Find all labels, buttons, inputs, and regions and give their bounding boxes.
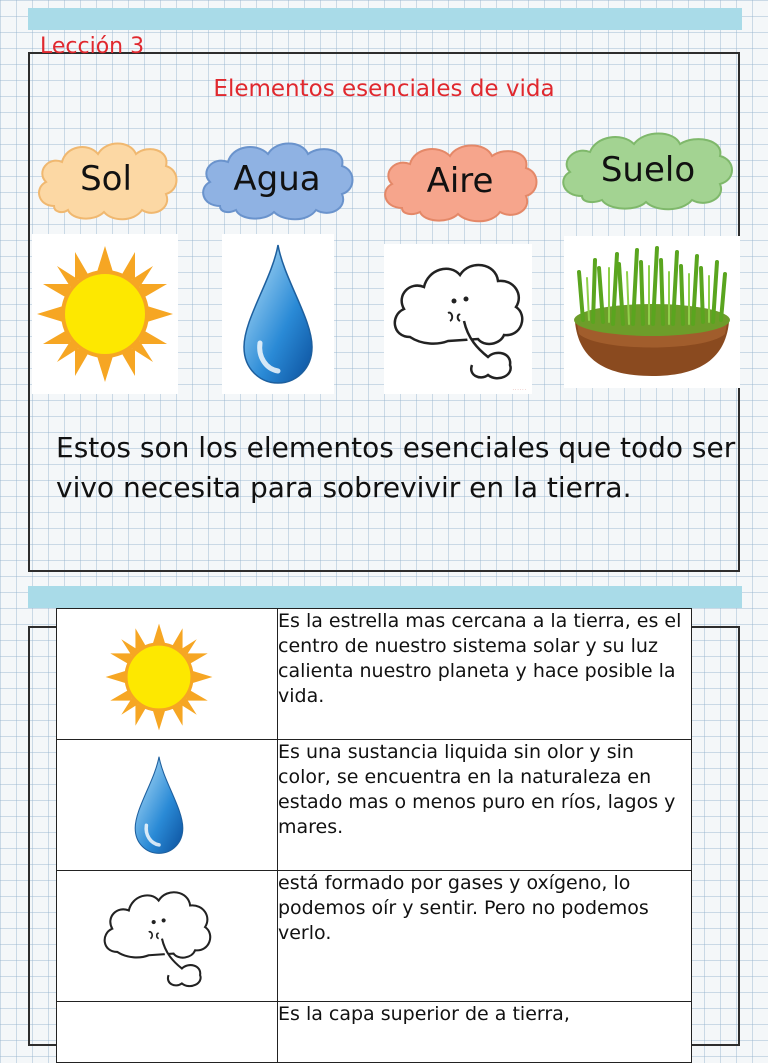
sun-picture (32, 234, 178, 394)
table-image-cell (57, 871, 278, 1002)
table-text-cell: Es una sustancia liquida sin olor y sin color, se encuentra en la naturaleza en estado mas o menos puro en ríos, lagos y mares. (278, 740, 692, 871)
table-row (57, 871, 692, 1002)
wind-cloud-icon (388, 249, 528, 389)
grass-soil-icon (569, 242, 735, 382)
table-image-cell (57, 609, 278, 740)
table-row (57, 609, 692, 740)
cloud-text: Agua (233, 159, 321, 199)
soil-picture (564, 236, 740, 388)
sun-icon (35, 244, 175, 384)
table-text-cell: está formado por gases y oxígeno, lo podemos oír y sentir. Pero no podemos verlo. (278, 871, 692, 1002)
page-2-header-band (28, 586, 742, 608)
water-drop-icon (131, 747, 187, 863)
cloud-text: Sol (80, 159, 132, 199)
water-drop-picture (222, 234, 334, 394)
cloud-text: Aire (426, 161, 494, 201)
page-1-header-band (28, 8, 742, 30)
cloud-label-suelo (556, 128, 740, 212)
wind-cloud-icon (99, 879, 215, 995)
elements-table (56, 608, 692, 1063)
table-row (57, 1002, 692, 1063)
lesson-label: Lección 3 (40, 34, 145, 59)
sun-icon (104, 622, 214, 732)
cloud-label-sol (32, 136, 180, 222)
table-row (57, 740, 692, 871)
table-image-cell (57, 740, 278, 871)
table-image-cell (57, 1002, 278, 1063)
cloud-label-agua (196, 136, 358, 222)
image-credit: · · · · · · (512, 387, 526, 392)
description-text: Estos son los elementos esenciales que todo ser vivo necesita para sobrevivir en la tierra. (56, 431, 736, 504)
page-title: Elementos esenciales de vida (213, 76, 555, 102)
water-drop-icon (238, 239, 318, 389)
table-text-cell: Es la capa superior de a tierra, (278, 1002, 692, 1063)
cloud-text: Suelo (600, 150, 696, 190)
wind-cloud-picture (384, 244, 532, 394)
cloud-label-aire (378, 138, 542, 224)
table-text-cell: Es la estrella mas cercana a la tierra, es el centro de nuestro sistema solar y su luz calienta nuestro planeta y hace posible la vida. (278, 609, 692, 740)
